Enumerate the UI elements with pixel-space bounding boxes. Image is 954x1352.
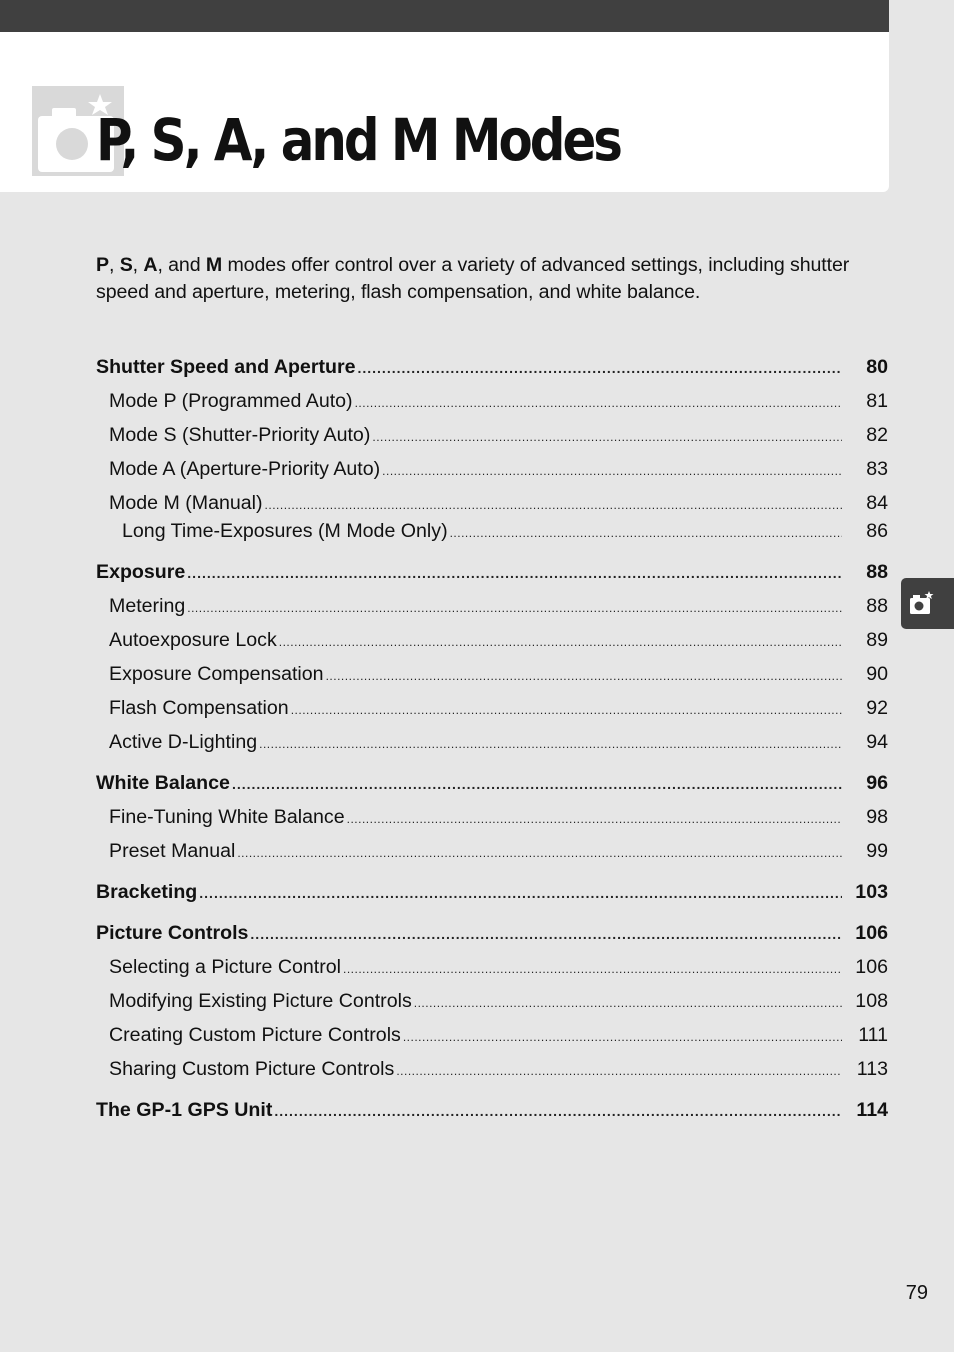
dot-leader: [250, 926, 842, 942]
toc-page-number: 99: [866, 840, 888, 862]
dot-leader: [414, 996, 842, 1010]
dot-leader: [450, 526, 842, 540]
toc-entry[interactable]: [96, 458, 888, 488]
toc-page-number: 113: [856, 1058, 888, 1080]
toc-page-number: 82: [866, 424, 888, 446]
intro-separator: ,: [132, 254, 144, 276]
toc-entry[interactable]: [96, 990, 888, 1020]
chapter-title: P, S, A, and M Modes: [96, 106, 620, 174]
mode-m-label: M: [205, 254, 223, 276]
toc-section[interactable]: [96, 881, 888, 911]
toc-entry[interactable]: [96, 840, 888, 870]
page-number: 79: [905, 1282, 928, 1304]
intro-separator: ,: [108, 254, 120, 276]
toc-entry[interactable]: [96, 731, 888, 761]
dot-leader: [347, 812, 842, 826]
toc-label: Sharing Custom Picture Controls: [109, 1058, 395, 1080]
dot-leader: [326, 669, 842, 683]
toc-entry[interactable]: [96, 629, 888, 659]
toc-label: Preset Manual: [109, 840, 236, 862]
toc-label: Mode M (Manual): [109, 492, 263, 514]
toc-label: Picture Controls: [96, 922, 249, 944]
mode-s-label: S: [119, 254, 133, 276]
toc-entry[interactable]: [96, 1024, 888, 1054]
toc-section[interactable]: [96, 772, 888, 802]
toc-page-number: 94: [866, 731, 888, 753]
toc-label: Long Time-Exposures (M Mode Only): [122, 520, 448, 542]
toc-entry[interactable]: [96, 520, 888, 550]
toc-page-number: 98: [866, 806, 888, 828]
toc-label: The GP-1 GPS Unit: [96, 1099, 273, 1121]
toc-entry[interactable]: [96, 424, 888, 454]
dot-leader: [187, 565, 842, 581]
dot-leader: [403, 1030, 842, 1044]
toc-label: Mode A (Aperture-Priority Auto): [109, 458, 381, 480]
toc-label: Active D-Lighting: [109, 731, 258, 753]
toc-label: Flash Compensation: [109, 697, 289, 719]
mode-a-label: A: [143, 254, 158, 276]
toc-entry[interactable]: [96, 956, 888, 986]
chapter-tab[interactable]: [901, 578, 954, 629]
toc-entry[interactable]: [96, 663, 888, 693]
toc-label: Exposure: [96, 561, 186, 583]
toc-page-number: 111: [858, 1024, 888, 1046]
toc-label: Metering: [109, 595, 186, 617]
toc-page-number: 108: [855, 990, 888, 1012]
dot-leader: [187, 601, 842, 615]
toc-label: Exposure Compensation: [109, 663, 324, 685]
dot-leader: [274, 1103, 842, 1119]
dot-leader: [259, 737, 842, 751]
toc-label: Autoexposure Lock: [109, 629, 277, 651]
toc-page-number: 92: [866, 697, 888, 719]
toc-label: Shutter Speed and Aperture: [96, 356, 356, 378]
toc-page-number: 81: [866, 390, 888, 412]
toc-page-number: 106: [855, 922, 888, 944]
dot-leader: [357, 360, 842, 376]
dot-leader: [382, 464, 842, 478]
toc-section[interactable]: [96, 1099, 888, 1129]
dot-leader: [372, 430, 842, 444]
toc-section[interactable]: [96, 356, 888, 386]
toc-page-number: 106: [855, 956, 888, 978]
dot-leader: [343, 962, 842, 976]
toc-page-number: 86: [866, 520, 888, 542]
toc-label: Mode P (Programmed Auto): [109, 390, 353, 412]
toc-entry[interactable]: [96, 390, 888, 420]
toc-section[interactable]: [96, 922, 888, 952]
toc-entry[interactable]: [96, 1058, 888, 1088]
toc-page-number: 114: [856, 1099, 888, 1121]
dot-leader: [279, 635, 842, 649]
toc-label: Modifying Existing Picture Controls: [109, 990, 412, 1012]
toc-label: Fine-Tuning White Balance: [109, 806, 345, 828]
dot-leader: [232, 776, 842, 792]
toc-entry[interactable]: [96, 595, 888, 625]
toc-entry[interactable]: [96, 806, 888, 836]
mode-p-label: P: [96, 254, 109, 276]
dot-leader: [291, 703, 842, 717]
dot-leader: [265, 498, 842, 512]
intro-text: modes offer control over a variety of advanced settings, including shutter speed and aperture, metering, flash compensation, and white balance.: [96, 254, 850, 303]
toc-section[interactable]: [96, 561, 888, 591]
intro-paragraph: [96, 252, 896, 306]
toc-entry[interactable]: [96, 492, 888, 522]
toc-label: Creating Custom Picture Controls: [109, 1024, 401, 1046]
toc-page-number: 88: [866, 561, 888, 583]
toc-label: Bracketing: [96, 881, 198, 903]
dot-leader: [237, 846, 842, 860]
toc-page-number: 84: [866, 492, 888, 514]
intro-separator: , and: [157, 254, 206, 276]
toc-label: White Balance: [96, 772, 230, 794]
dot-leader: [396, 1064, 842, 1078]
toc-page-number: 103: [855, 881, 888, 903]
dot-leader: [199, 885, 842, 901]
toc-entry[interactable]: [96, 697, 888, 727]
toc-page-number: 96: [866, 772, 888, 794]
dot-leader: [355, 396, 842, 410]
camera-star-icon: [909, 590, 935, 616]
toc-page-number: 89: [866, 629, 888, 651]
toc-page-number: 83: [866, 458, 888, 480]
toc-page-number: 90: [866, 663, 888, 685]
toc-page-number: 88: [866, 595, 888, 617]
toc-page-number: 80: [866, 356, 888, 378]
toc-label: Selecting a Picture Control: [109, 956, 341, 978]
toc-label: Mode S (Shutter-Priority Auto): [109, 424, 371, 446]
top-bar: [0, 0, 889, 32]
